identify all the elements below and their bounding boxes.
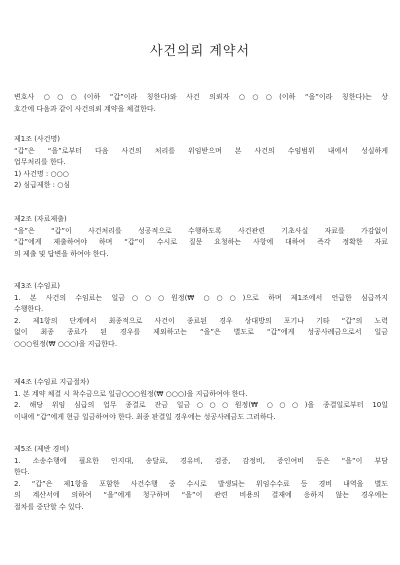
article-4 — [14, 377, 388, 423]
article-2 — [14, 214, 388, 260]
article-line: 2. 해당 위임 심급의 업무 종결로 잔금 일금○○○원정(₩ ○○○)을 종결일로부터 10일 — [14, 401, 388, 409]
article-heading: 제3조 (수임료) — [14, 282, 60, 290]
intro-line: 변호사 ○○○(이하 “갑”이라 칭한다)와 사건 의뢰자 ○○○(이하 “을”이라 칭한다)는 상 — [14, 93, 388, 101]
article-heading: 제2조 (자료제출) — [14, 215, 67, 223]
article-heading: 제1조 (사건명) — [14, 135, 60, 143]
article-line: “갑”에게 제출하여야 하며 “갑”이 수시로 질문 요청하는 사항에 대하여 즉각 정확한 자료 — [14, 238, 388, 246]
article-line: 이내에 “갑”에게 현금 일금하여야 한다. 최종 판결일 경우에는 성공사례금도 그러하다. — [14, 412, 276, 421]
article-line: 절차를 중단할 수 있다. — [14, 502, 84, 511]
article-heading: 제5조 (제반 경비) — [14, 445, 69, 453]
article-line: 한다. — [14, 468, 30, 476]
intro-line: 호간에 다음과 같이 사건의뢰 계약을 체결한다. — [14, 104, 156, 113]
article-line: 업무처리를 한다. — [14, 158, 66, 166]
intro-paragraph — [14, 92, 388, 115]
article-line: 2. 제1항의 단계에서 최종적으로 사건이 종료된 경우 상대방의 포기나 기타 “갑”의 노력 — [14, 316, 388, 325]
article-line: 수행한다. — [14, 305, 44, 313]
article-5 — [14, 444, 388, 513]
article-line: 없이 최종 종료가 된 경우를 제외하고는 “을”은 별도로 “갑”에게 성공사례금으로서 일금 — [14, 328, 388, 336]
article-line: 의 제출 및 답변을 하여야 한다. — [14, 249, 109, 258]
article-line: 2) 심급제한 : ○심 — [14, 181, 71, 189]
article-1 — [14, 134, 388, 192]
article-line: “갑”은 “을”로부터 다음 사건의 처리를 위임받으며 본 사건의 수임범위 내에서 성실하게 — [14, 146, 388, 155]
article-line: “을”은 “갑”이 사건처리를 성공적으로 수행하도록 사건관련 기초사실 자료를 가감없이 — [14, 226, 388, 235]
article-line: 1) 사건명 : ○○○ — [14, 169, 69, 178]
article-line: 1. 본 사건의 수임료는 일금○○○원정(₩ ○○○)으로 하며 제1조에서 언급한 심급까지 — [14, 293, 388, 302]
article-line: 2. “갑”은 제1항을 포함한 사건수행 중 수시로 발생되는 위임수수료 등 경비 내역을 별도 — [14, 479, 388, 488]
article-line: ○○○원정(₩ ○○○)을 지급한다. — [14, 339, 118, 348]
document-title: 사건의뢰 계약서 — [149, 44, 251, 59]
article-line: 1. 본 계약 체결 시 착수금으로 일금○○○원정(₩ ○○○)을 지급하여야 한다. — [14, 389, 248, 398]
article-line: 의 계산서에 의하여 “을”에게 청구하며 “을”이 관련 비용의 결재에 응하지 않는 경우에는 — [14, 491, 388, 499]
article-line: 1. 소송수행에 필요한 인지대, 송달료, 경유비, 검증, 감정비, 증인여비 등은 “을”이 부담 — [14, 456, 388, 465]
article-heading: 제4조 (수임료 지급절차) — [14, 378, 90, 386]
article-3 — [14, 281, 388, 350]
